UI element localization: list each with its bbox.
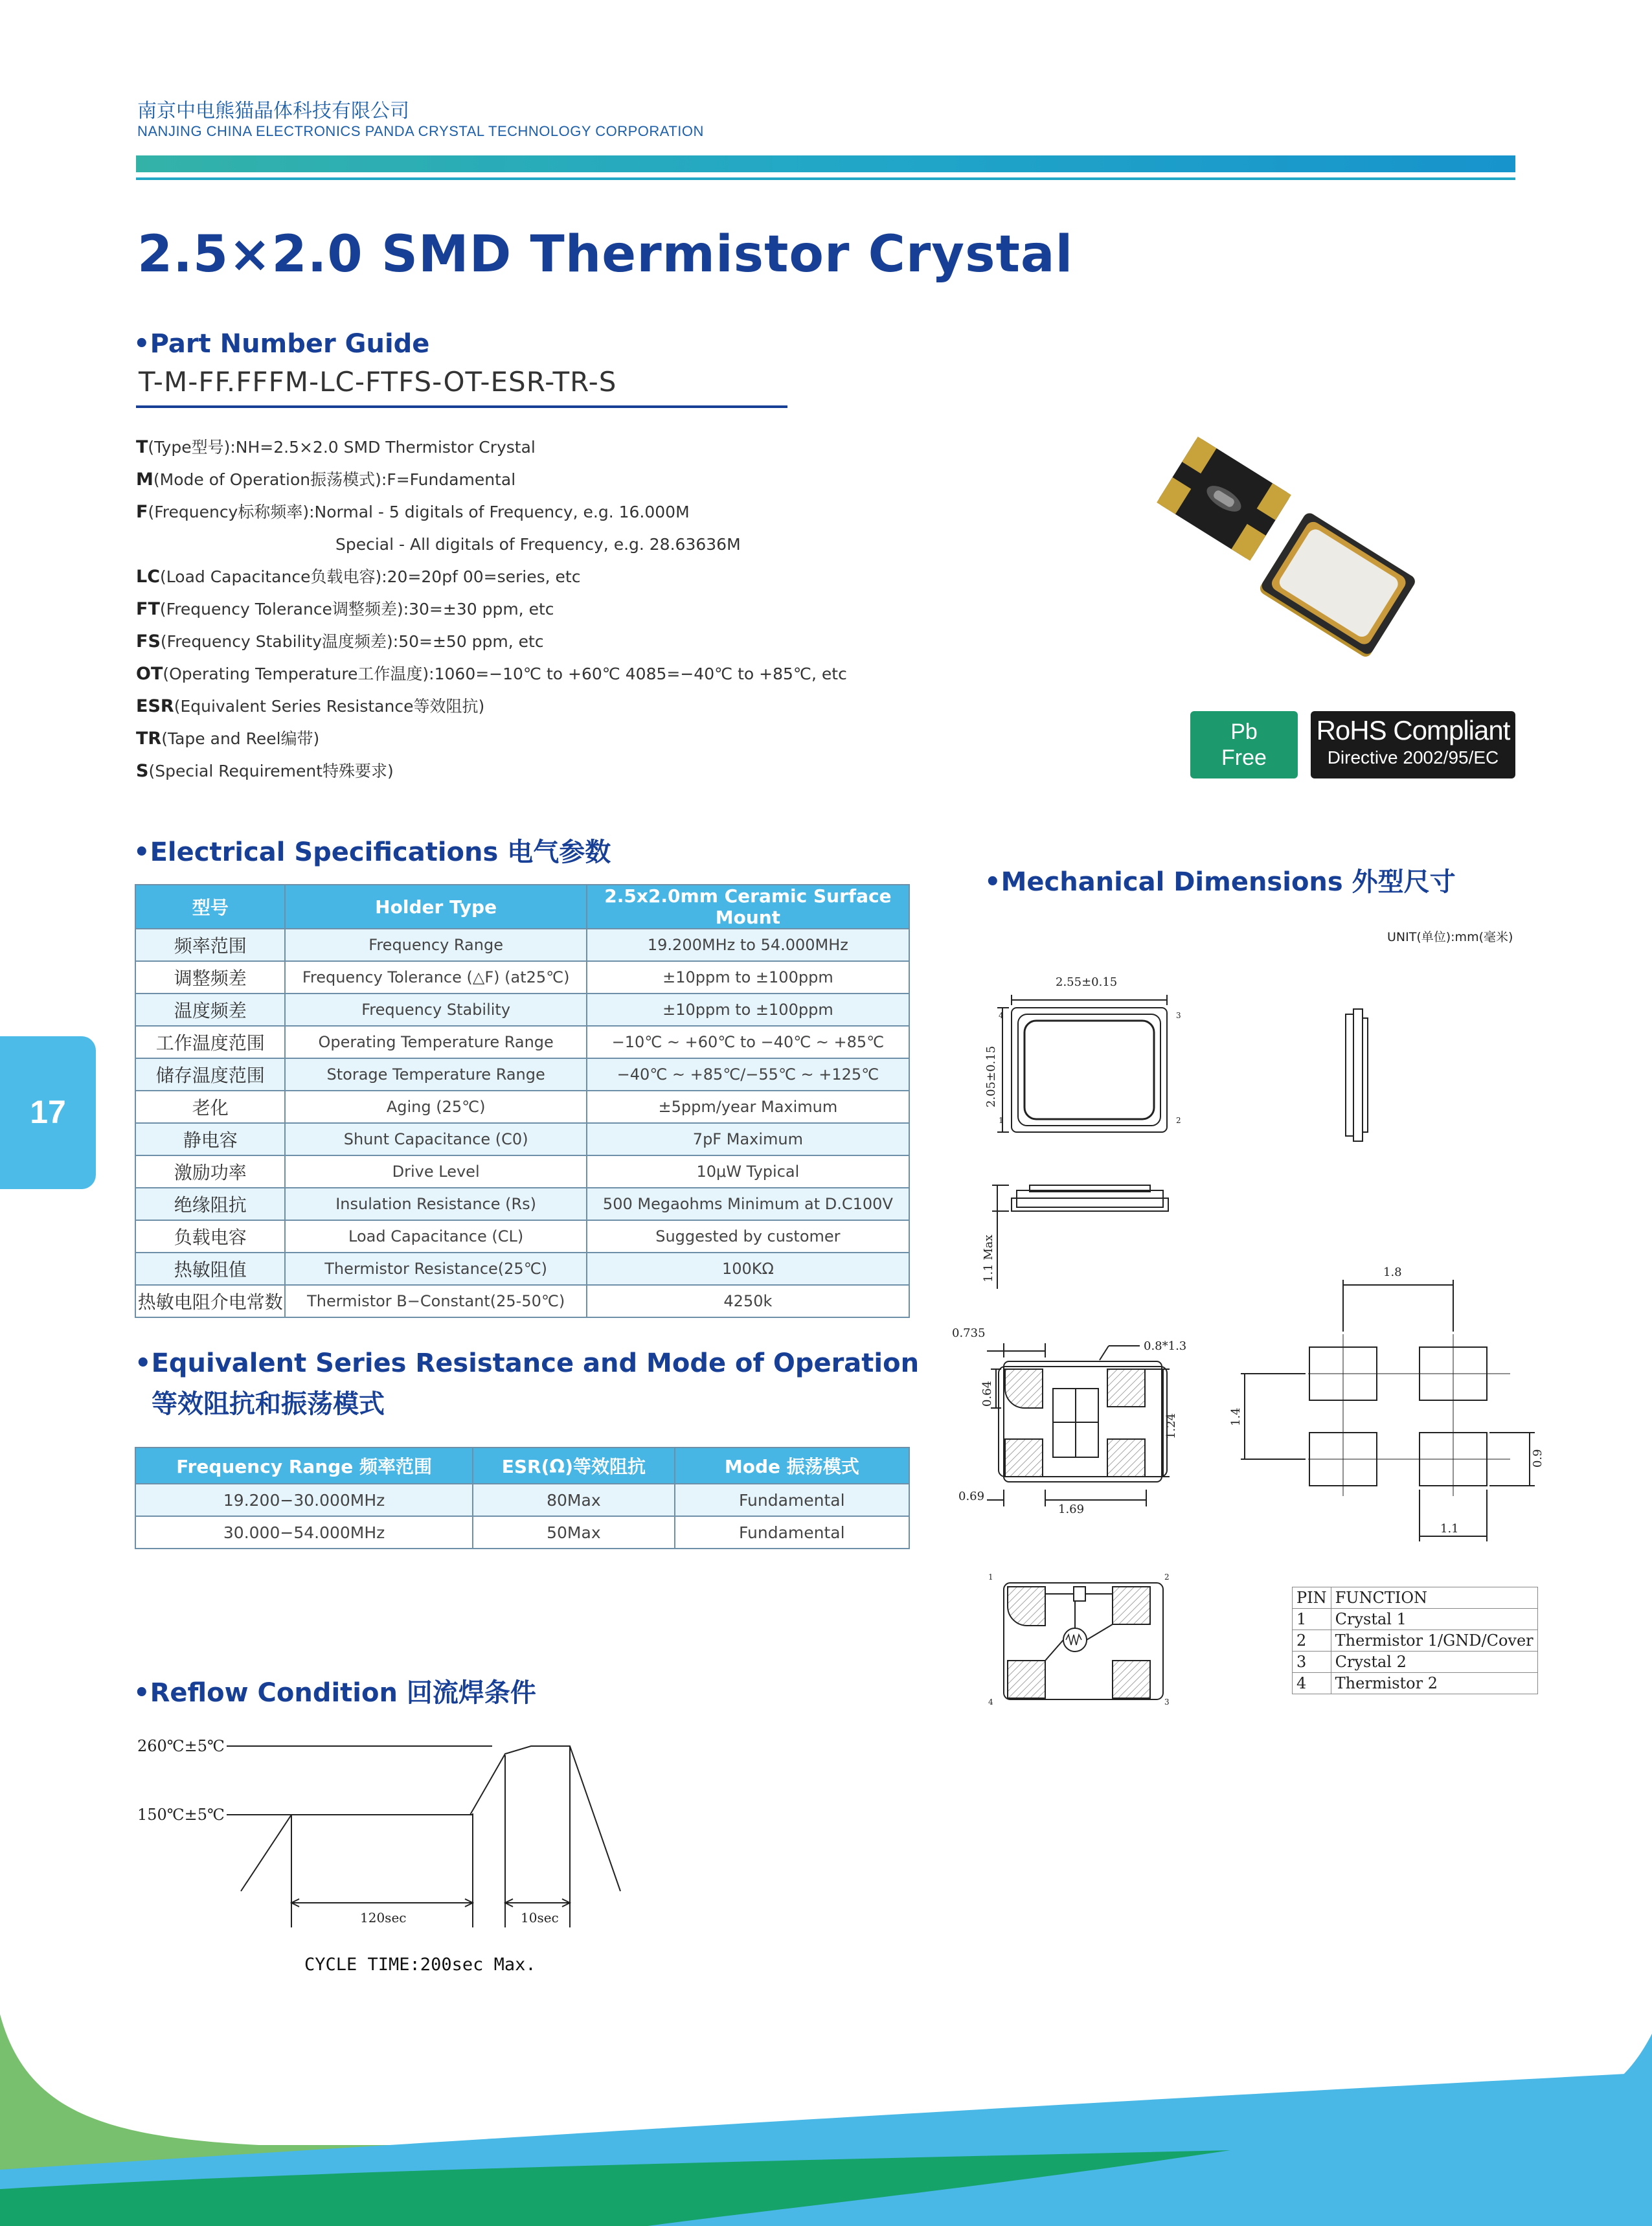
table-header-row (1293, 1587, 1538, 1609)
table-cell: Fundamental (675, 1484, 909, 1516)
rohs-badge: RoHS Compliant Directive 2002/95/EC (1311, 711, 1515, 778)
table-cell: Thermistor 1/GND/Cover (1331, 1630, 1537, 1652)
table-header: Frequency Range 频率范围 (135, 1448, 473, 1484)
table-row (1293, 1673, 1538, 1694)
table-cell: 19.200−30.000MHz (135, 1484, 473, 1516)
table-cell: Thermistor B−Constant(25-50℃) (285, 1285, 586, 1317)
reflow-profile-chart (130, 1716, 648, 1936)
table-header: PIN (1293, 1587, 1331, 1609)
legend-line-esr: ESR(Equivalent Series Resistance等效阻抗) (136, 696, 485, 716)
table-cell: 7pF Maximum (587, 1123, 909, 1155)
footer-wave (0, 1995, 1652, 2226)
table-cell: 温度频差 (135, 994, 285, 1026)
table-cell: ±10ppm to ±100ppm (587, 961, 909, 994)
table-cell: 静电容 (135, 1123, 285, 1155)
table-cell: 50Max (473, 1516, 674, 1549)
table-cell: 500 Megaohms Minimum at D.C100V (587, 1188, 909, 1220)
part-number-code: T-M-FF.FFFM-LC-FTFS-OT-ESR-TR-S (139, 366, 617, 398)
table-cell: Fundamental (675, 1516, 909, 1549)
table-cell: Aging (25℃) (285, 1091, 586, 1123)
table-cell: 调整频差 (135, 961, 285, 994)
legend-line-frequency-special: Special - All digitals of Frequency, e.g. 28.63636M (335, 535, 741, 554)
esr-heading-cn: 等效阻抗和振荡模式 (152, 1389, 385, 1419)
table-cell: Load Capacitance (CL) (285, 1220, 586, 1253)
table-cell: Shunt Capacitance (C0) (285, 1123, 586, 1155)
dim-1-24: 1.24 (1164, 1413, 1178, 1439)
page-title: 2.5×2.0 SMD Thermistor Crystal (137, 225, 1074, 284)
table-header: ESR(Ω)等效阻抗 (473, 1448, 674, 1484)
dim-width: 2.55±0.15 (1056, 975, 1118, 989)
table-cell: 3 (1293, 1652, 1331, 1673)
table-cell: Thermistor Resistance(25℃) (285, 1253, 586, 1285)
cycle-time: CYCLE TIME:200sec Max. (304, 1955, 536, 1975)
peak-temperature-label: 260℃±5℃ (137, 1737, 225, 1755)
table-row (135, 1516, 909, 1549)
table-row (135, 1123, 909, 1155)
table-cell: 热敏电阻介电常数 (135, 1285, 285, 1317)
table-header: 2.5x2.0mm Ceramic Surface Mount (587, 885, 909, 929)
table-cell: Insulation Resistance (Rs) (285, 1188, 586, 1220)
table-header: 型号 (135, 885, 285, 929)
page-number: 17 (30, 1094, 66, 1130)
table-cell: Drive Level (285, 1155, 586, 1188)
legend-line-temperature: OT(Operating Temperature工作温度):1060=−10℃ to +60℃ 4085=−40℃ to +85℃, etc (136, 664, 847, 684)
table-cell: 激励功率 (135, 1155, 285, 1188)
table-cell: 19.200MHz to 54.000MHz (587, 929, 909, 961)
table-row (135, 1220, 909, 1253)
product-photo (1149, 421, 1421, 667)
legend-line-tolerance: FT(Frequency Tolerance调整频差):30=±30 ppm, etc (136, 599, 554, 619)
table-cell: ±10ppm to ±100ppm (587, 994, 909, 1026)
dim-1-8: 1.8 (1383, 1266, 1402, 1279)
table-cell: 100KΩ (587, 1253, 909, 1285)
table-header: FUNCTION (1331, 1587, 1537, 1609)
table-cell: 储存温度范围 (135, 1058, 285, 1091)
table-header-row (135, 885, 909, 929)
table-row (135, 1091, 909, 1123)
table-cell: 1 (1293, 1609, 1331, 1630)
legend-line-frequency: F(Frequency标称频率):Normal - 5 digitals of Frequency, e.g. 16.000M (136, 502, 690, 522)
table-cell: 10μW Typical (587, 1155, 909, 1188)
table-row (135, 994, 909, 1026)
unit-label: UNIT(单位):mm(毫米) (1387, 930, 1513, 944)
table-row (1293, 1652, 1538, 1673)
table-cell: Thermistor 2 (1331, 1673, 1537, 1694)
table-cell: 2 (1293, 1630, 1331, 1652)
table-cell: 80Max (473, 1484, 674, 1516)
table-row (135, 1058, 909, 1091)
pin-label: 4 (988, 1698, 993, 1707)
table-cell: Frequency Tolerance (△F) (at25℃) (285, 961, 586, 994)
dim-max-height: 1.1 Max (982, 1234, 995, 1282)
table-row (1293, 1630, 1538, 1652)
part-number-heading: •Part Number Guide (133, 329, 430, 359)
part-number-legend (136, 431, 847, 788)
table-cell: ±5ppm/year Maximum (587, 1091, 909, 1123)
pin-label: 3 (1176, 1011, 1181, 1020)
dim-pad-size: 0.8*1.3 (1144, 1339, 1187, 1353)
pb-free-badge: Pb Free (1190, 711, 1298, 778)
esr-table (135, 1447, 910, 1549)
table-row (135, 1026, 909, 1058)
company-name-cn: 南京中电熊猫晶体科技有限公司 (137, 100, 409, 122)
mechanical-heading: •Mechanical Dimensions 外型尺寸 (984, 867, 1456, 897)
legend-line-tape-reel: TR(Tape and Reel编带) (136, 729, 320, 749)
dim-0-69: 0.69 (958, 1490, 985, 1503)
table-cell: Crystal 2 (1331, 1652, 1537, 1673)
table-cell: Storage Temperature Range (285, 1058, 586, 1091)
table-cell: 热敏阻值 (135, 1253, 285, 1285)
table-cell: Suggested by customer (587, 1220, 909, 1253)
soak-temperature-label: 150℃±5℃ (137, 1806, 225, 1824)
dim-1-4: 1.4 (1229, 1407, 1243, 1426)
legend-line-load-capacitance: LC(Load Capacitance负载电容):20=20pf 00=series, etc (136, 567, 581, 587)
table-row (135, 1285, 909, 1317)
table-cell: Crystal 1 (1331, 1609, 1537, 1630)
header-bar (136, 155, 1515, 172)
table-cell: −40℃ ~ +85℃/−55℃ ~ +125℃ (587, 1058, 909, 1091)
pin-label: 1 (999, 1116, 1004, 1125)
dim-height: 2.05±0.15 (984, 1045, 998, 1107)
table-cell: 频率范围 (135, 929, 285, 961)
table-header-row (135, 1448, 909, 1484)
table-row (135, 961, 909, 994)
pin-label: 2 (1164, 1573, 1170, 1582)
table-row (135, 929, 909, 961)
dim-1-69: 1.69 (1058, 1503, 1085, 1516)
pin-label: 1 (988, 1573, 993, 1582)
header-line (136, 177, 1515, 180)
table-cell: Frequency Range (285, 929, 586, 961)
table-header: Mode 振荡模式 (675, 1448, 909, 1484)
dim-0-9: 0.9 (1531, 1449, 1545, 1468)
pin-label: 3 (1164, 1698, 1170, 1707)
table-cell: 绝缘阻抗 (135, 1188, 285, 1220)
reflow-heading: •Reflow Condition 回流焊条件 (133, 1678, 536, 1708)
pin-label: 2 (1176, 1116, 1181, 1125)
legend-line-type: T(Type型号):NH=2.5×2.0 SMD Thermistor Crystal (136, 437, 536, 457)
table-row (1293, 1609, 1538, 1630)
pin-label: 4 (999, 1011, 1004, 1020)
legend-line-mode: M(Mode of Operation振荡模式):F=Fundamental (136, 470, 516, 490)
dim-1-1: 1.1 (1440, 1522, 1459, 1536)
dim-0-64: 0.64 (980, 1380, 994, 1407)
table-cell: 老化 (135, 1091, 285, 1123)
table-row (135, 1188, 909, 1220)
pin-function-table (1292, 1587, 1538, 1694)
table-cell: 4250k (587, 1285, 909, 1317)
soak-time-label: 120sec (360, 1910, 407, 1925)
table-row (135, 1253, 909, 1285)
table-cell: Operating Temperature Range (285, 1026, 586, 1058)
electrical-spec-table (135, 884, 910, 1318)
esr-heading: •Equivalent Series Resistance and Mode of Operation (135, 1348, 920, 1378)
legend-line-special: S(Special Requirement特殊要求) (136, 761, 394, 781)
electrical-heading: •Electrical Specifications 电气参数 (133, 837, 611, 867)
legend-line-stability: FS(Frequency Stability温度频差):50=±50 ppm, etc (136, 631, 544, 652)
table-cell: 30.000−54.000MHz (135, 1516, 473, 1549)
peak-time-label: 10sec (521, 1910, 559, 1925)
dim-pad-offset: 0.735 (952, 1326, 986, 1340)
table-row (135, 1484, 909, 1516)
company-name-en: NANJING CHINA ELECTRONICS PANDA CRYSTAL TECHNOLOGY CORPORATION (137, 123, 704, 139)
table-cell: 负载电容 (135, 1220, 285, 1253)
table-cell: −10℃ ~ +60℃ to −40℃ ~ +85℃ (587, 1026, 909, 1058)
table-cell: Frequency Stability (285, 994, 586, 1026)
table-row (135, 1155, 909, 1188)
table-header: Holder Type (285, 885, 586, 929)
table-cell: 工作温度范围 (135, 1026, 285, 1058)
part-number-underline (136, 405, 787, 408)
table-cell: 4 (1293, 1673, 1331, 1694)
